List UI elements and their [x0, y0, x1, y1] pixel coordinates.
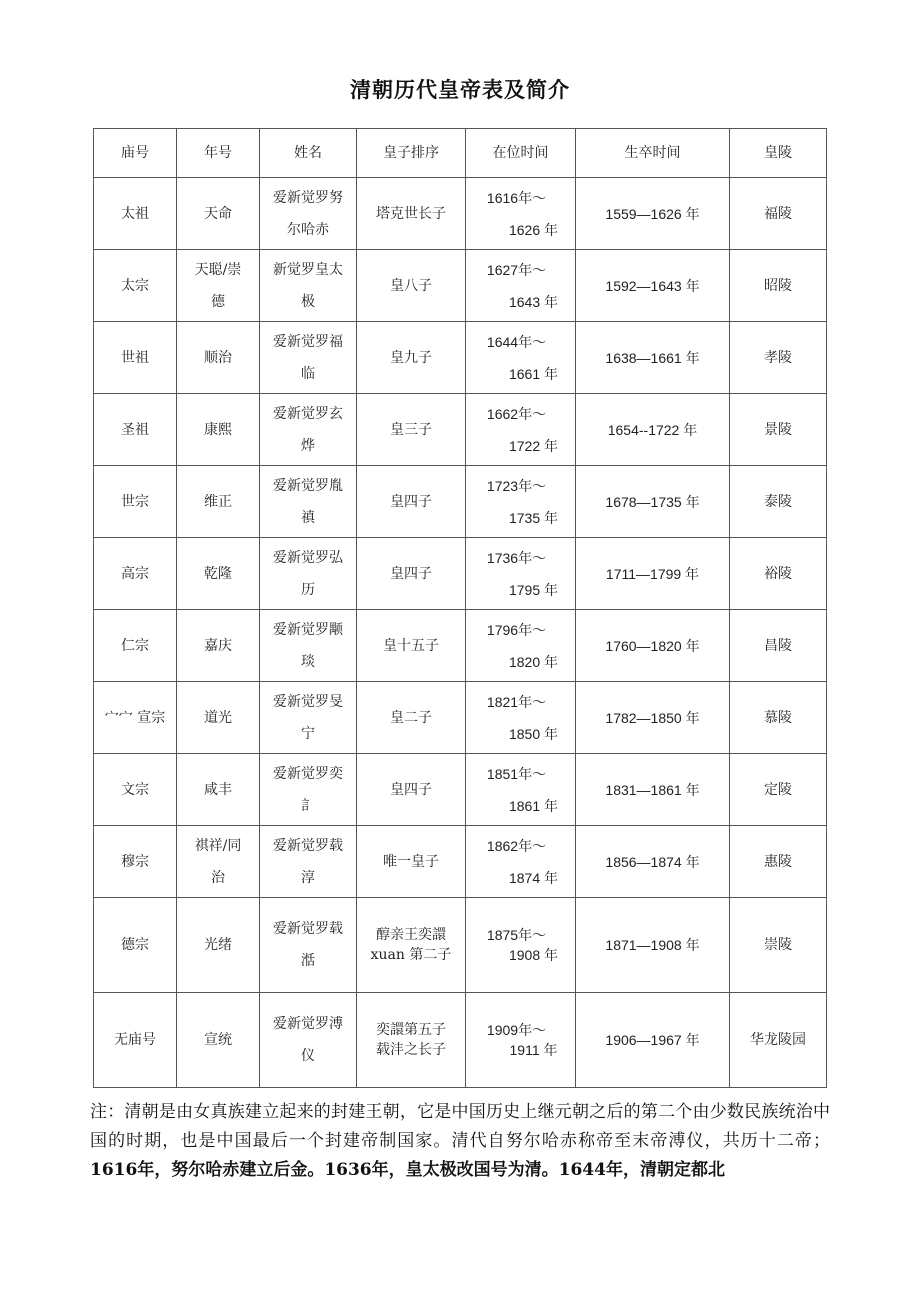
- cell-reign-period: [466, 898, 576, 993]
- cell-reign-period: [466, 682, 576, 754]
- cell-tomb: 昭陵: [730, 250, 827, 322]
- cell-era-name: [177, 826, 260, 898]
- cell-line: 维正: [204, 493, 232, 510]
- cell-line: 1861 年: [508, 797, 559, 814]
- cell-line: 咸丰: [204, 781, 232, 798]
- table-row: [94, 538, 827, 610]
- cell-tomb: 慕陵: [730, 682, 827, 754]
- cell-tomb: 惠陵: [730, 826, 827, 898]
- cell-temple-name: 德宗: [94, 898, 177, 993]
- cell-son-order: [357, 898, 466, 993]
- cell-person-name: [260, 538, 357, 610]
- header-cell-era: 年号: [177, 129, 260, 178]
- cell-tomb: 孝陵: [730, 322, 827, 394]
- cell-line: 禛: [301, 509, 315, 526]
- cell-era-name: [177, 466, 260, 538]
- cell-son-order: [357, 993, 466, 1088]
- cell-life-span: 1592—1643 年: [576, 250, 730, 322]
- cell-life-span: 1638—1661 年: [576, 322, 730, 394]
- cell-life-span: 1906—1967 年: [576, 993, 730, 1088]
- cell-person-name: [260, 898, 357, 993]
- note-bold-text: 1616年，努尔哈赤建立后金。1636年，皇太极改国号为清。1644年，清朝定都北: [90, 1160, 725, 1180]
- cell-line: 1875年～: [486, 927, 547, 943]
- cell-life-span: 1831—1861 年: [576, 754, 730, 826]
- cell-person-name: [260, 322, 357, 394]
- cell-reign-period: [466, 993, 576, 1088]
- cell-line: 极: [301, 293, 315, 310]
- cell-tomb: 景陵: [730, 394, 827, 466]
- cell-line: 爱新觉罗旻: [273, 693, 343, 710]
- cell-line: 天聪/崇: [194, 261, 242, 278]
- cell-line: 皇二子: [390, 709, 432, 726]
- cell-era-name: [177, 394, 260, 466]
- cell-line: 临: [301, 365, 315, 382]
- cell-tomb: 定陵: [730, 754, 827, 826]
- cell-line: 1795 年: [508, 581, 559, 598]
- cell-son-order: [357, 538, 466, 610]
- cell-person-name: [260, 754, 357, 826]
- cell-line: 醇亲王奕譞: [376, 927, 446, 943]
- table-row: [94, 610, 827, 682]
- cell-person-name: [260, 993, 357, 1088]
- cell-line: 1909年～: [486, 1022, 547, 1038]
- header-cell-tomb: 皇陵: [730, 129, 827, 178]
- cell-line: 1735 年: [508, 509, 559, 526]
- cell-era-name: [177, 993, 260, 1088]
- cell-line: 1908 年: [508, 947, 559, 963]
- cell-line: 爱新觉罗颙: [273, 621, 343, 638]
- cell-son-order: [357, 250, 466, 322]
- cell-temple-name: 高宗: [94, 538, 177, 610]
- table-row: [94, 898, 827, 993]
- header-cell-life: 生卒时间: [576, 129, 730, 178]
- cell-line: xuan 第二子: [370, 947, 452, 963]
- cell-reign-period: [466, 538, 576, 610]
- table-row: [94, 754, 827, 826]
- cell-tomb: 裕陵: [730, 538, 827, 610]
- note-text: 注：清朝是由女真族建立起来的封建王朝，它是中国历史上继元朝之后的第二个由少数民族统治中国的时期，也是中国最后一个封建帝制国家。清代自努尔哈赤称帝至末帝溥仪，共历十二帝；: [90, 1102, 830, 1151]
- cell-temple-name: 文宗: [94, 754, 177, 826]
- cell-person-name: [260, 610, 357, 682]
- cell-line: 道光: [204, 709, 232, 726]
- cell-line: 1723年～: [486, 477, 547, 494]
- cell-temple-name: 无庙号: [94, 993, 177, 1088]
- cell-line: 塔克世长子: [376, 205, 446, 222]
- cell-line: 1851年～: [486, 765, 547, 782]
- emperor-table: [93, 128, 827, 1088]
- cell-temple-name: 仁宗: [94, 610, 177, 682]
- cell-line: 皇四子: [390, 781, 432, 798]
- page-title: 清朝历代皇帝表及简介: [350, 77, 570, 102]
- cell-reign-period: [466, 322, 576, 394]
- cell-son-order: [357, 322, 466, 394]
- cell-line: 爱新觉罗玄: [273, 405, 343, 422]
- cell-life-span: 1711—1799 年: [576, 538, 730, 610]
- cell-line: 载沣之长子: [376, 1042, 446, 1058]
- cell-line: 1911 年: [509, 1042, 558, 1058]
- table-row: [94, 322, 827, 394]
- cell-son-order: [357, 178, 466, 250]
- cell-reign-period: [466, 250, 576, 322]
- cell-line: 1862年～: [486, 837, 547, 854]
- table-row: [94, 250, 827, 322]
- cell-era-name: [177, 682, 260, 754]
- cell-line: 祺祥/同: [194, 837, 242, 854]
- cell-temple-name: 圣祖: [94, 394, 177, 466]
- cell-tomb: 泰陵: [730, 466, 827, 538]
- cell-person-name: [260, 826, 357, 898]
- cell-line: 顺治: [204, 349, 232, 366]
- cell-line: 1643 年: [508, 293, 559, 310]
- cell-era-name: [177, 898, 260, 993]
- cell-line: 皇三子: [390, 421, 432, 438]
- cell-line: 爱新觉罗弘: [273, 549, 343, 566]
- cell-son-order: [357, 754, 466, 826]
- cell-temple-name: 太祖: [94, 178, 177, 250]
- cell-tomb: 崇陵: [730, 898, 827, 993]
- cell-life-span: 1871—1908 年: [576, 898, 730, 993]
- cell-line: 爱新觉罗载: [273, 837, 343, 854]
- cell-line: 1736年～: [486, 549, 547, 566]
- cell-line: 历: [301, 581, 315, 598]
- cell-line: 1821年～: [486, 693, 547, 710]
- header-cell-name: 姓名: [260, 129, 357, 178]
- cell-reign-period: [466, 754, 576, 826]
- cell-life-span: 1782—1850 年: [576, 682, 730, 754]
- cell-era-name: [177, 538, 260, 610]
- cell-line: 1626 年: [508, 221, 559, 238]
- cell-era-name: [177, 610, 260, 682]
- cell-line: 爱新觉罗载: [273, 921, 343, 937]
- emperor-table-body: [94, 129, 827, 1088]
- cell-temple-name: 太宗: [94, 250, 177, 322]
- cell-tomb: 昌陵: [730, 610, 827, 682]
- cell-line: 康熙: [204, 421, 232, 438]
- cell-line: 嘉庆: [204, 637, 232, 654]
- cell-person-name: [260, 250, 357, 322]
- header-cell-reign: 在位时间: [466, 129, 576, 178]
- cell-person-name: [260, 178, 357, 250]
- cell-life-span: 1760—1820 年: [576, 610, 730, 682]
- cell-reign-period: [466, 826, 576, 898]
- cell-line: 琰: [301, 653, 315, 670]
- cell-life-span: 1678—1735 年: [576, 466, 730, 538]
- cell-line: 光绪: [204, 937, 232, 953]
- cell-line: 仪: [301, 1048, 315, 1064]
- table-row: [94, 466, 827, 538]
- cell-line: 皇八子: [390, 277, 432, 294]
- cell-tomb: 福陵: [730, 178, 827, 250]
- cell-line: 烨: [301, 437, 315, 454]
- cell-line: 1850 年: [508, 725, 559, 742]
- cell-line: 1722 年: [508, 437, 559, 454]
- cell-reign-period: [466, 394, 576, 466]
- cell-line: 1616年～: [486, 189, 547, 206]
- cell-line: 皇九子: [390, 349, 432, 366]
- cell-line: 爱新觉罗福: [273, 333, 343, 350]
- cell-line: 爱新觉罗胤: [273, 477, 343, 494]
- cell-line: 1644年～: [486, 333, 547, 350]
- cell-reign-period: [466, 610, 576, 682]
- cell-son-order: [357, 394, 466, 466]
- cell-line: 新觉罗皇太: [273, 261, 343, 278]
- cell-line: 爱新觉罗努: [273, 189, 343, 206]
- cell-line: 德: [211, 293, 225, 310]
- cell-reign-period: [466, 178, 576, 250]
- cell-line: 1874 年: [508, 869, 559, 886]
- cell-line: 1661 年: [508, 365, 559, 382]
- cell-era-name: [177, 322, 260, 394]
- cell-line: 1662年～: [486, 405, 547, 422]
- cell-line: 皇四子: [390, 493, 432, 510]
- cell-son-order: [357, 466, 466, 538]
- cell-line: 1820 年: [508, 653, 559, 670]
- cell-line: 爱新觉罗奕: [273, 765, 343, 782]
- header-cell-order: 皇子排序: [357, 129, 466, 178]
- cell-line: 奕譞第五子: [376, 1022, 446, 1038]
- cell-line: 尔哈赤: [287, 221, 329, 238]
- cell-temple-name: 穆宗: [94, 826, 177, 898]
- cell-line: 皇十五子: [383, 637, 439, 654]
- cell-son-order: [357, 682, 466, 754]
- table-row: [94, 993, 827, 1088]
- cell-line: 訁: [301, 797, 315, 814]
- cell-line: 皇四子: [390, 565, 432, 582]
- table-row: [94, 178, 827, 250]
- cell-son-order: [357, 826, 466, 898]
- header-cell-temple: 庙号: [94, 129, 177, 178]
- cell-son-order: [357, 610, 466, 682]
- cell-line: 1796年～: [486, 621, 547, 638]
- cell-life-span: 1654--1722 年: [576, 394, 730, 466]
- cell-era-name: [177, 754, 260, 826]
- cell-person-name: [260, 682, 357, 754]
- cell-era-name: [177, 178, 260, 250]
- cell-temple-name: 世祖: [94, 322, 177, 394]
- cell-reign-period: [466, 466, 576, 538]
- cell-line: 爱新觉罗溥: [273, 1016, 343, 1032]
- table-row: [94, 394, 827, 466]
- cell-life-span: 1559—1626 年: [576, 178, 730, 250]
- cell-temple-name: 宀宀 宣宗: [94, 682, 177, 754]
- cell-tomb: 华龙陵园: [730, 993, 827, 1088]
- note-paragraph: [90, 1098, 830, 1185]
- table-row: [94, 826, 827, 898]
- cell-line: 宁: [301, 725, 315, 742]
- cell-life-span: 1856—1874 年: [576, 826, 730, 898]
- cell-person-name: [260, 466, 357, 538]
- cell-line: 宣统: [204, 1032, 232, 1048]
- table-header-row: [94, 129, 827, 178]
- cell-line: 湉: [301, 953, 315, 969]
- cell-line: 天命: [204, 205, 232, 222]
- cell-era-name: [177, 250, 260, 322]
- cell-line: 唯一皇子: [383, 853, 439, 870]
- cell-line: 乾隆: [204, 565, 232, 582]
- table-row: [94, 682, 827, 754]
- cell-line: 淳: [301, 869, 315, 886]
- cell-line: 1627年～: [486, 261, 547, 278]
- cell-person-name: [260, 394, 357, 466]
- cell-temple-name: 世宗: [94, 466, 177, 538]
- cell-line: 治: [211, 869, 225, 886]
